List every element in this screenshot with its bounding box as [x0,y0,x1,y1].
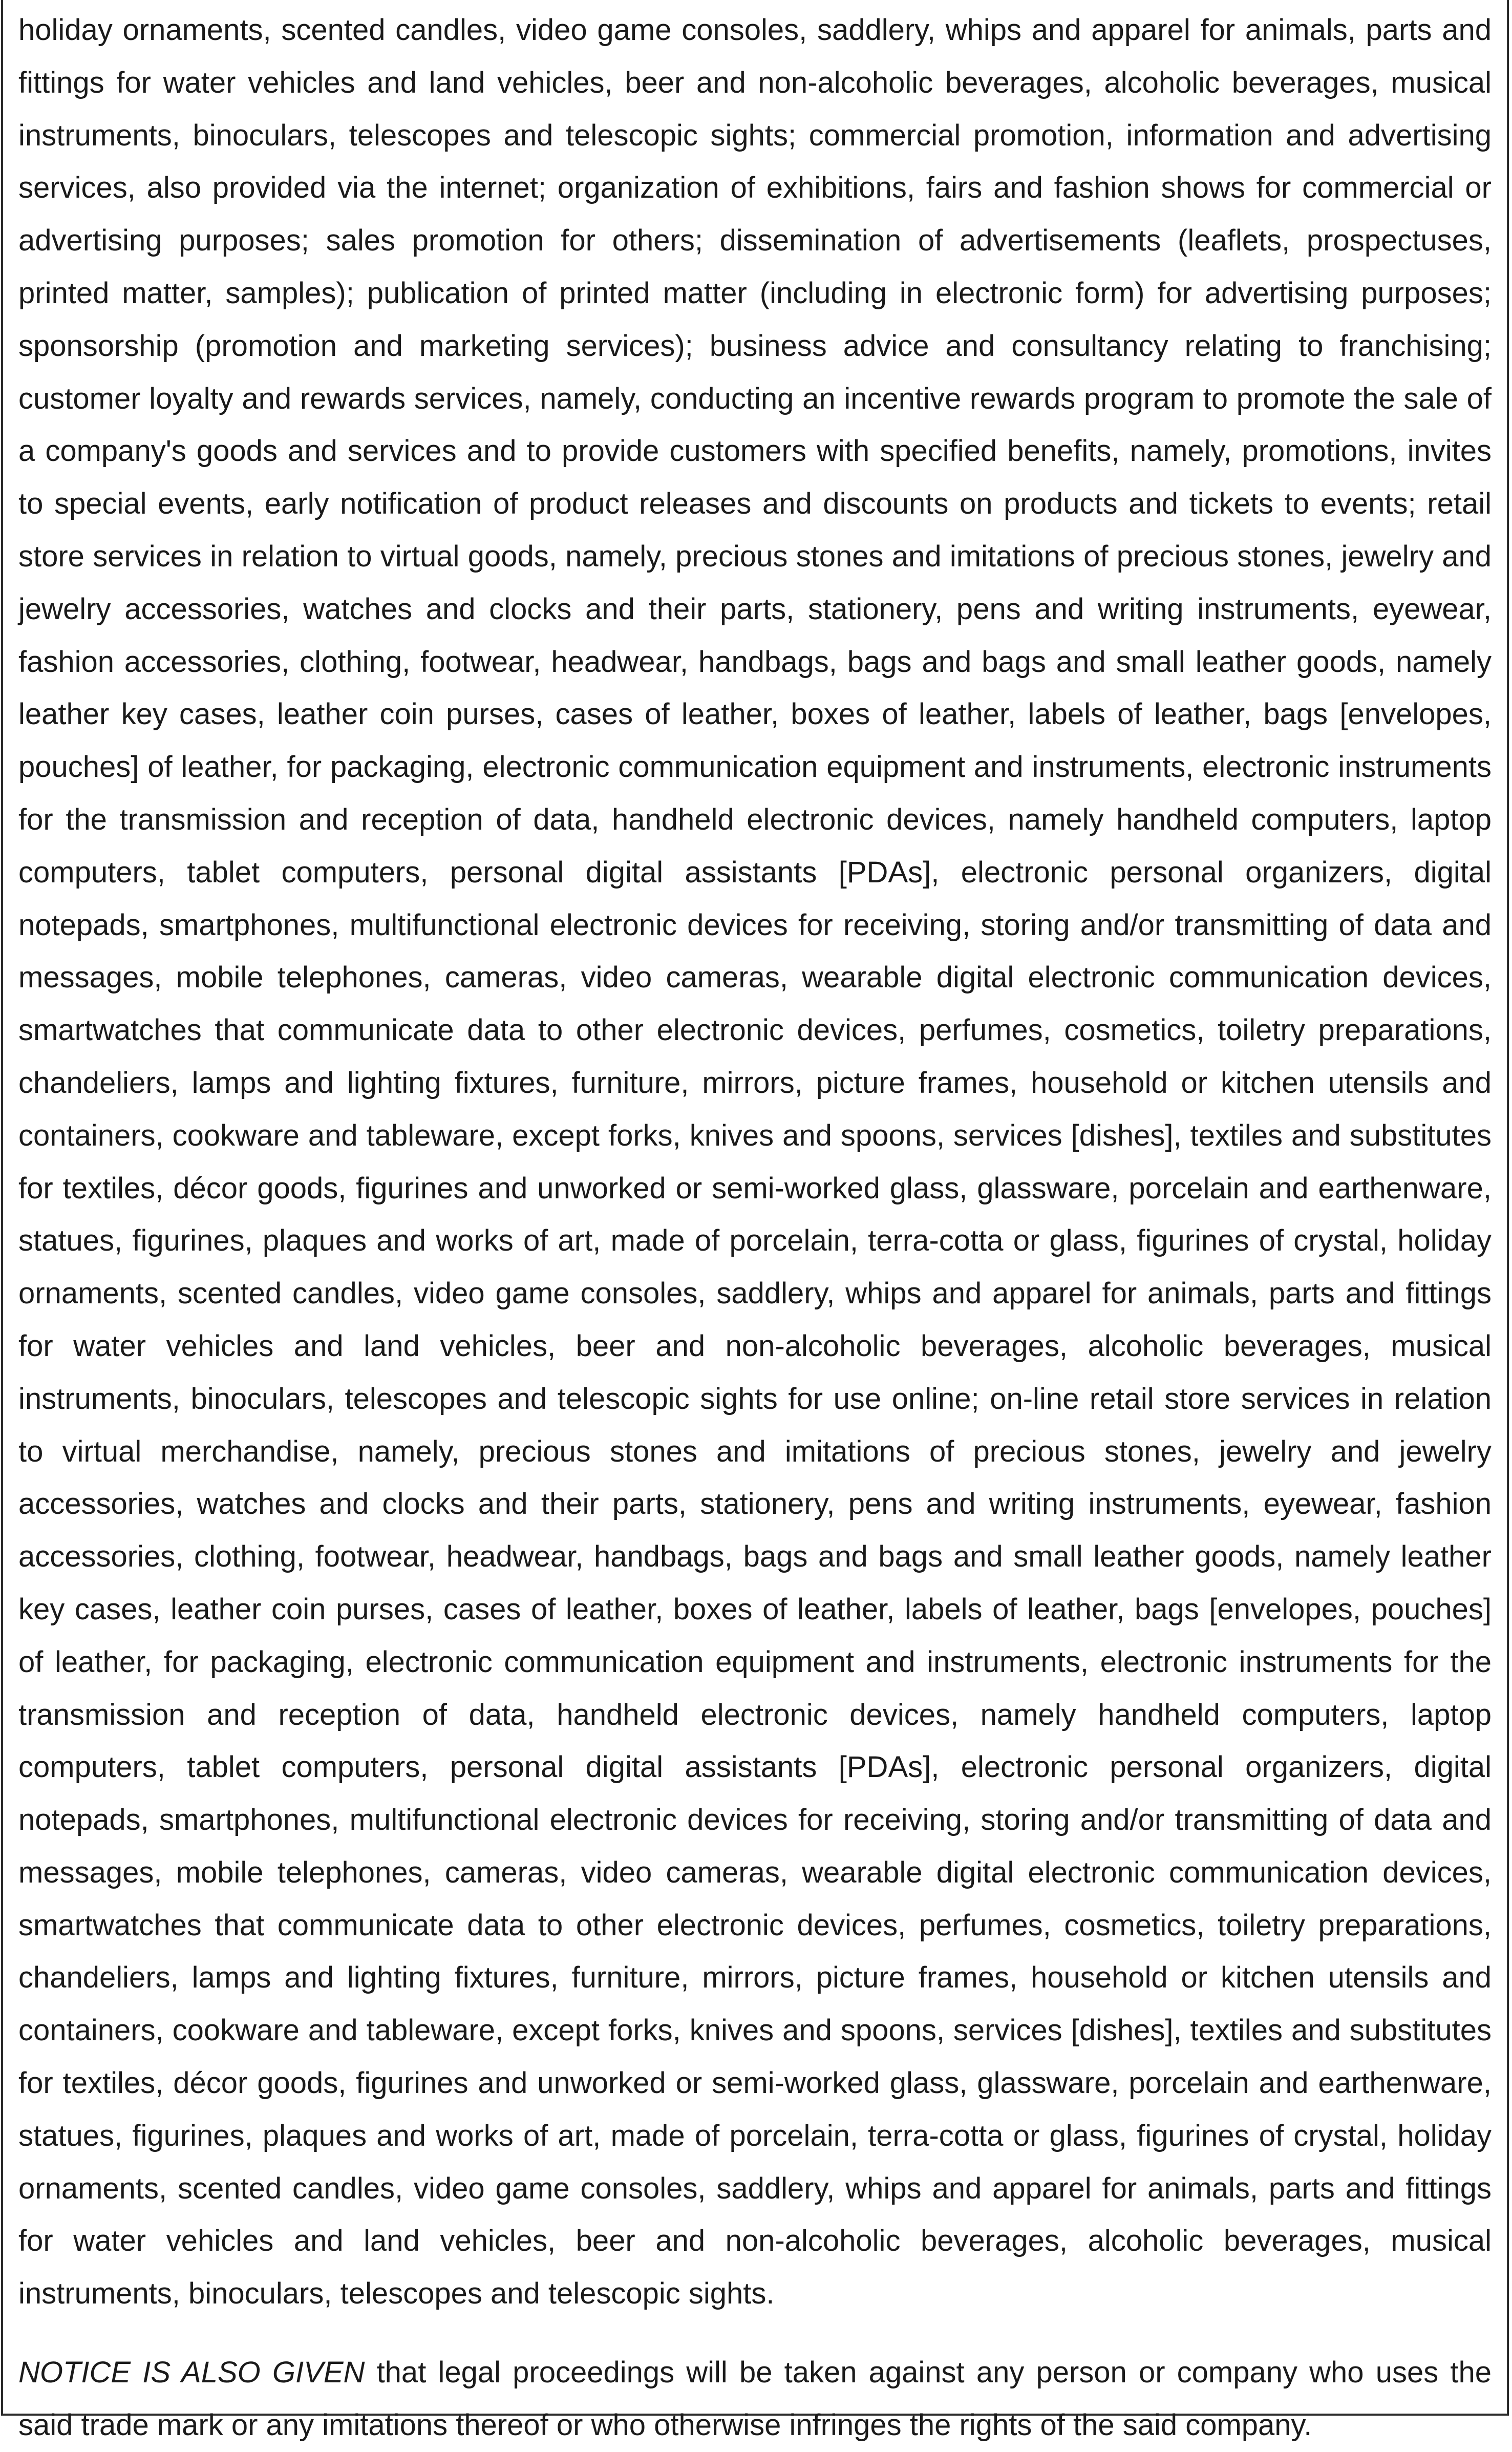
document-frame [1,0,1509,2442]
notice-lead-text: NOTICE IS ALSO GIVEN [18,2356,365,2390]
legal-notice-paragraph [18,2347,1492,2452]
goods-services-paragraph: holiday ornaments, scented candles, video game consoles, saddlery, whips and apparel for animals, parts and fittings for water vehicles and land vehicles, beer and non-alcoholic beverages, alcoholic beverages, musical instruments, binoculars, telescopes and telescopic sights; commercial promotion, information and advertising services, also provided via the internet; organization of exhibitions, fairs and fashion shows for commercial or advertising purposes; sales promotion for others; dissemination of advertisements (leaflets, prospectuses, printed matter, samples); publication of printed matter (including in electronic form) for advertising purposes; sponsorship (promotion and marketing services); business advice and consultancy relating to franchising; customer loyalty and rewards services, namely, conducting an incentive rewards program to promote the sale of a company's goods and services and to provide customers with specified benefits, namely, promotions, invites to special events, early notification of product releases and discounts on products and tickets to events; retail store services in relation to virtual goods, namely, precious stones and imitations of precious stones, jewelry and jewelry accessories, watches and clocks and their parts, stationery, pens and writing instruments, eyewear, fashion accessories, clothing, footwear, headwear, handbags, bags and bags and small leather goods, namely leather key cases, leather coin purses, cases of leather, boxes of leather, labels of leather, bags [envelopes, pouches] of leather, for packaging, electronic communication equipment and instruments, electronic instruments for the transmission and reception of data, handheld electronic devices, namely handheld computers, laptop computers, tablet computers, personal digital assistants [PDAs], electronic personal organizers, digital notepads, smartphones, multifunctional electronic devices for receiving, storing and/or transmitting of data and messages, mobile telephones, cameras, video cameras, wearable digital electronic communication devices, smartwatches that communicate data to other electronic devices, perfumes, cosmetics, toiletry preparations, chandeliers, lamps and lighting fixtures, furniture, mirrors, picture frames, household or kitchen utensils and containers, cookware and tableware, except forks, knives and spoons, services [dishes], textiles and substitutes for textiles, décor goods, figurines and unworked or semi-worked glass, glassware, porcelain and earthenware, statues, figurines, plaques and works of art, made of porcelain, terra-cotta or glass, figurines of crystal, holiday ornaments, scented candles, video game consoles, saddlery, whips and apparel for animals, parts and fittings for water vehicles and land vehicles, beer and non-alcoholic beverages, alcoholic beverages, musical instruments, binoculars, telescopes and telescopic sights for use online; on-line retail store services in relation to virtual merchandise, namely, precious stones and imitations of precious stones, jewelry and jewelry accessories, watches and clocks and their parts, stationery, pens and writing instruments, eyewear, fashion accessories, clothing, footwear, headwear, handbags, bags and bags and small leather goods, namely leather key cases, leather coin purses, cases of leather, boxes of leather, labels of leather, bags [envelopes, pouches] of leather, for packaging, electronic communication equipment and instruments, electronic instruments for the transmission and reception of data, handheld electronic devices, namely handheld computers, laptop computers, tablet computers, personal digital assistants [PDAs], electronic personal organizers, digital notepads, smartphones, multifunctional electronic devices for receiving, storing and/or transmitting of data and messages, mobile telephones, cameras, video cameras, wearable digital electronic communication devices, smartwatches that communicate data to other electronic devices, perfumes, cosmetics, toiletry preparations, chandeliers, lamps and lighting fixtures, furniture, mirrors, picture frames, household or kitchen utensils and containers, cookware and tableware, except forks, knives and spoons, services [dishes], textiles and substitutes for textiles, décor goods, figurines and unworked or semi-worked glass, glassware, porcelain and earthenware, statues, figurines, plaques and works of art, made of porcelain, terra-cotta or glass, figurines of crystal, holiday ornaments, scented candles, video game consoles, saddlery, whips and apparel for animals, parts and fittings for water vehicles and land vehicles, beer and non-alcoholic beverages, alcoholic beverages, musical instruments, binoculars, telescopes and telescopic sights. [18,13,1492,2311]
document-body [18,4,1492,2452]
notice-body-text: that legal proceedings will be taken against any person or company who uses the said trade mark or any imitations thereof or who otherwise infringes the rights of the said company. [18,2356,1492,2442]
